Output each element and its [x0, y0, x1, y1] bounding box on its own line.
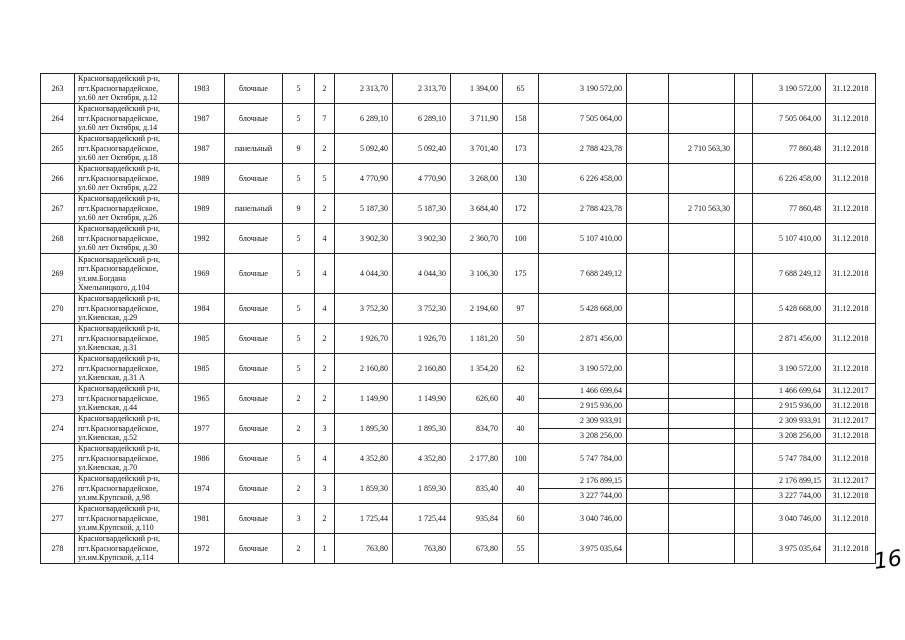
- wall-material-cell: блочные: [225, 164, 283, 194]
- entrances-cell: 2: [315, 504, 335, 534]
- floors-cell: 5: [283, 444, 315, 474]
- deadline-cell: 31.12.2018: [826, 194, 876, 224]
- row-number: 270: [41, 294, 75, 324]
- housing-repair-table: [40, 73, 876, 564]
- deadline-cell: 31.12.2018: [826, 444, 876, 474]
- deadline-cell: 31.12.2018: [826, 489, 876, 504]
- residents-cell: 62: [503, 354, 539, 384]
- funding-cell: [735, 164, 753, 194]
- residential-area-cell: 626,60: [451, 384, 503, 414]
- entrances-cell: 1: [315, 534, 335, 564]
- owner-funds-cell: 2 176 899,15: [753, 474, 826, 489]
- wall-material-cell: блочные: [225, 354, 283, 384]
- residents-cell: 60: [503, 504, 539, 534]
- funding-cell: [735, 104, 753, 134]
- residential-area-cell: 2 177,80: [451, 444, 503, 474]
- owner-funds-cell: 7 688 249,12: [753, 254, 826, 294]
- floors-cell: 2: [283, 474, 315, 504]
- table-row: [41, 74, 876, 104]
- wall-material-cell: блочные: [225, 224, 283, 254]
- cost-cell: 5 747 784,00: [539, 444, 627, 474]
- living-area-cell: 1 895,30: [393, 414, 451, 444]
- wall-material-cell: блочные: [225, 534, 283, 564]
- floors-cell: 9: [283, 134, 315, 164]
- wall-material-cell: блочные: [225, 254, 283, 294]
- entrances-cell: 7: [315, 104, 335, 134]
- funding-cell: [735, 324, 753, 354]
- table-row: [41, 534, 876, 564]
- year-cell: 1974: [179, 474, 225, 504]
- total-area-cell: 3 752,30: [335, 294, 393, 324]
- address-cell: Красногвардейский р-н, пгт.Красногвардейское, ул.60 лет Октября, д.26: [75, 194, 179, 224]
- entrances-cell: 5: [315, 164, 335, 194]
- living-area-cell: 5 092,40: [393, 134, 451, 164]
- year-cell: 1987: [179, 104, 225, 134]
- residents-cell: 100: [503, 224, 539, 254]
- cost-cell: 3 190 572,00: [539, 354, 627, 384]
- cost-cell: 2 309 933,91: [539, 414, 627, 429]
- residents-cell: 50: [503, 324, 539, 354]
- floors-cell: 5: [283, 294, 315, 324]
- floors-cell: 5: [283, 324, 315, 354]
- funding-cell: [627, 194, 669, 224]
- living-area-cell: 763,80: [393, 534, 451, 564]
- floors-cell: 5: [283, 254, 315, 294]
- deadline-cell: 31.12.2018: [826, 224, 876, 254]
- entrances-cell: 3: [315, 414, 335, 444]
- deadline-cell: 31.12.2018: [826, 429, 876, 444]
- funding-cell: [669, 254, 735, 294]
- living-area-cell: 5 187,30: [393, 194, 451, 224]
- funding-cell: [669, 474, 735, 489]
- wall-material-cell: блочные: [225, 104, 283, 134]
- funding-cell: [669, 534, 735, 564]
- row-number: 269: [41, 254, 75, 294]
- address-cell: Красногвардейский р-н, пгт.Красногвардейское, ул.им.Крупской, д.98: [75, 474, 179, 504]
- deadline-cell: 31.12.2018: [826, 324, 876, 354]
- funding-cell: [669, 399, 735, 414]
- row-number: 265: [41, 134, 75, 164]
- cost-cell: 2 176 899,15: [539, 474, 627, 489]
- funding-cell: [627, 489, 669, 504]
- residents-cell: 158: [503, 104, 539, 134]
- entrances-cell: 4: [315, 224, 335, 254]
- owner-funds-cell: 1 466 699,64: [753, 384, 826, 399]
- funding-cell: [735, 74, 753, 104]
- funding-cell: [627, 534, 669, 564]
- total-area-cell: 1 725,44: [335, 504, 393, 534]
- year-cell: 1984: [179, 294, 225, 324]
- owner-funds-cell: 77 860,48: [753, 134, 826, 164]
- wall-material-cell: блочные: [225, 444, 283, 474]
- wall-material-cell: блочные: [225, 414, 283, 444]
- floors-cell: 9: [283, 194, 315, 224]
- total-area-cell: 5 092,40: [335, 134, 393, 164]
- entrances-cell: 2: [315, 74, 335, 104]
- cost-cell: 3 227 744,00: [539, 489, 627, 504]
- floors-cell: 2: [283, 534, 315, 564]
- funding-cell: [669, 294, 735, 324]
- year-cell: 1985: [179, 354, 225, 384]
- page-number: 16: [872, 546, 904, 575]
- year-cell: 1989: [179, 164, 225, 194]
- year-cell: 1983: [179, 74, 225, 104]
- year-cell: 1992: [179, 224, 225, 254]
- address-cell: Красногвардейский р-н, пгт.Красногвардейское, ул.60 лет Октября, д.18: [75, 134, 179, 164]
- living-area-cell: 3 902,30: [393, 224, 451, 254]
- entrances-cell: 2: [315, 134, 335, 164]
- row-number: 273: [41, 384, 75, 414]
- row-number: 266: [41, 164, 75, 194]
- funding-cell: [627, 254, 669, 294]
- wall-material-cell: панельный: [225, 134, 283, 164]
- table-row: [41, 324, 876, 354]
- funding-cell: [735, 194, 753, 224]
- cost-cell: 2 915 936,00: [539, 399, 627, 414]
- table-row: [41, 134, 876, 164]
- deadline-cell: 31.12.2018: [826, 74, 876, 104]
- address-cell: Красногвардейский р-н, пгт.Красногвардейское, ул.60 лет Октября, д.14: [75, 104, 179, 134]
- owner-funds-cell: 3 190 572,00: [753, 354, 826, 384]
- owner-funds-cell: 3 227 744,00: [753, 489, 826, 504]
- residential-area-cell: 2 194,60: [451, 294, 503, 324]
- residential-area-cell: 3 106,30: [451, 254, 503, 294]
- floors-cell: 5: [283, 74, 315, 104]
- floors-cell: 5: [283, 104, 315, 134]
- owner-funds-cell: 7 505 064,00: [753, 104, 826, 134]
- living-area-cell: 3 752,30: [393, 294, 451, 324]
- wall-material-cell: блочные: [225, 504, 283, 534]
- wall-material-cell: блочные: [225, 474, 283, 504]
- funding-cell: [669, 429, 735, 444]
- wall-material-cell: блочные: [225, 74, 283, 104]
- living-area-cell: 1 725,44: [393, 504, 451, 534]
- residential-area-cell: 935,84: [451, 504, 503, 534]
- funding-cell: [669, 384, 735, 399]
- residents-cell: 175: [503, 254, 539, 294]
- wall-material-cell: блочные: [225, 324, 283, 354]
- cost-cell: 3 040 746,00: [539, 504, 627, 534]
- address-cell: Красногвардейский р-н, пгт.Красногвардейское, ул.им.Крупской, д.114: [75, 534, 179, 564]
- table-row: [41, 384, 876, 399]
- row-number: 274: [41, 414, 75, 444]
- living-area-cell: 1 926,70: [393, 324, 451, 354]
- living-area-cell: 6 289,10: [393, 104, 451, 134]
- funding-cell: [627, 104, 669, 134]
- row-number: 268: [41, 224, 75, 254]
- entrances-cell: 4: [315, 444, 335, 474]
- funding-cell: [735, 384, 753, 399]
- year-cell: 1989: [179, 194, 225, 224]
- row-number: 276: [41, 474, 75, 504]
- total-area-cell: 1 895,30: [335, 414, 393, 444]
- floors-cell: 5: [283, 224, 315, 254]
- table-body: [41, 74, 876, 564]
- funding-cell: [627, 399, 669, 414]
- funding-cell: [627, 134, 669, 164]
- residents-cell: 130: [503, 164, 539, 194]
- funding-cell: [735, 429, 753, 444]
- funding-cell: [735, 414, 753, 429]
- residential-area-cell: 1 354,20: [451, 354, 503, 384]
- cost-cell: 3 190 572,00: [539, 74, 627, 104]
- funding-cell: [735, 254, 753, 294]
- residents-cell: 40: [503, 474, 539, 504]
- year-cell: 1986: [179, 444, 225, 474]
- deadline-cell: 31.12.2018: [826, 504, 876, 534]
- funding-cell: [627, 504, 669, 534]
- funding-cell: [627, 474, 669, 489]
- funding-cell: [627, 164, 669, 194]
- residents-cell: 97: [503, 294, 539, 324]
- funding-cell: [627, 429, 669, 444]
- address-cell: Красногвардейский р-н, пгт.Красногвардейское, ул.60 лет Октября, д.30: [75, 224, 179, 254]
- cost-cell: 7 688 249,12: [539, 254, 627, 294]
- deadline-cell: 31.12.2018: [826, 134, 876, 164]
- living-area-cell: 4 770,90: [393, 164, 451, 194]
- entrances-cell: 2: [315, 194, 335, 224]
- cost-cell: 2 788 423,78: [539, 134, 627, 164]
- total-area-cell: 2 313,70: [335, 74, 393, 104]
- cost-cell: 7 505 064,00: [539, 104, 627, 134]
- row-number: 277: [41, 504, 75, 534]
- residential-area-cell: 3 711,90: [451, 104, 503, 134]
- residents-cell: 65: [503, 74, 539, 104]
- year-cell: 1965: [179, 384, 225, 414]
- total-area-cell: 1 149,90: [335, 384, 393, 414]
- wall-material-cell: блочные: [225, 384, 283, 414]
- row-number: 267: [41, 194, 75, 224]
- owner-funds-cell: 3 040 746,00: [753, 504, 826, 534]
- residents-cell: 55: [503, 534, 539, 564]
- funding-cell: [627, 414, 669, 429]
- deadline-cell: 31.12.2018: [826, 399, 876, 414]
- funding-cell: [735, 134, 753, 164]
- living-area-cell: 2 313,70: [393, 74, 451, 104]
- address-cell: Красногвардейский р-н, пгт.Красногвардейское, ул.Киевская, д.31 А: [75, 354, 179, 384]
- funding-cell: [669, 164, 735, 194]
- cost-cell: 2 788 423,78: [539, 194, 627, 224]
- address-cell: Красногвардейский р-н, пгт.Красногвардейское, ул.60 лет Октября, д.12: [75, 74, 179, 104]
- owner-funds-cell: 5 107 410,00: [753, 224, 826, 254]
- deadline-cell: 31.12.2018: [826, 254, 876, 294]
- funding-cell: [669, 504, 735, 534]
- residents-cell: 172: [503, 194, 539, 224]
- living-area-cell: 4 352,80: [393, 444, 451, 474]
- living-area-cell: 4 044,30: [393, 254, 451, 294]
- year-cell: 1972: [179, 534, 225, 564]
- address-cell: Красногвардейский р-н, пгт.Красногвардейское, ул.им.Богдана Хмельницкого, д.104: [75, 254, 179, 294]
- row-number: 275: [41, 444, 75, 474]
- funding-cell: [627, 354, 669, 384]
- address-cell: Красногвардейский р-н, пгт.Красногвардейское, ул.Киевская, д.52: [75, 414, 179, 444]
- owner-funds-cell: 2 915 936,00: [753, 399, 826, 414]
- entrances-cell: 2: [315, 324, 335, 354]
- residential-area-cell: 834,70: [451, 414, 503, 444]
- row-number: 272: [41, 354, 75, 384]
- cost-cell: 3 975 035,64: [539, 534, 627, 564]
- row-number: 264: [41, 104, 75, 134]
- funding-cell: [735, 444, 753, 474]
- residential-area-cell: 673,80: [451, 534, 503, 564]
- cost-cell: 1 466 699,64: [539, 384, 627, 399]
- residents-cell: 40: [503, 384, 539, 414]
- residents-cell: 173: [503, 134, 539, 164]
- funding-cell: [735, 294, 753, 324]
- row-number: 263: [41, 74, 75, 104]
- owner-funds-cell: 77 860,48: [753, 194, 826, 224]
- funding-cell: [627, 224, 669, 254]
- funding-cell: [669, 354, 735, 384]
- address-cell: Красногвардейский р-н, пгт.Красногвардейское, ул.60 лет Октября, д.22: [75, 164, 179, 194]
- deadline-cell: 31.12.2017: [826, 414, 876, 429]
- funding-cell: [735, 399, 753, 414]
- table-row: [41, 254, 876, 294]
- funding-cell: [735, 489, 753, 504]
- total-area-cell: 1 926,70: [335, 324, 393, 354]
- residential-area-cell: 3 701,40: [451, 134, 503, 164]
- funding-cell: 2 710 563,30: [669, 194, 735, 224]
- residential-area-cell: 1 181,20: [451, 324, 503, 354]
- owner-funds-cell: 3 208 256,00: [753, 429, 826, 444]
- funding-cell: [627, 74, 669, 104]
- total-area-cell: 763,80: [335, 534, 393, 564]
- owner-funds-cell: 3 975 035,64: [753, 534, 826, 564]
- deadline-cell: 31.12.2018: [826, 294, 876, 324]
- deadline-cell: 31.12.2018: [826, 534, 876, 564]
- residential-area-cell: 1 394,00: [451, 74, 503, 104]
- table-row: [41, 414, 876, 429]
- owner-funds-cell: 3 190 572,00: [753, 74, 826, 104]
- floors-cell: 3: [283, 504, 315, 534]
- total-area-cell: 2 160,80: [335, 354, 393, 384]
- owner-funds-cell: 2 871 456,00: [753, 324, 826, 354]
- owner-funds-cell: 5 428 668,00: [753, 294, 826, 324]
- table-row: [41, 504, 876, 534]
- residential-area-cell: 835,40: [451, 474, 503, 504]
- total-area-cell: 4 352,80: [335, 444, 393, 474]
- funding-cell: [627, 294, 669, 324]
- floors-cell: 5: [283, 354, 315, 384]
- deadline-cell: 31.12.2018: [826, 164, 876, 194]
- total-area-cell: 4 044,30: [335, 254, 393, 294]
- address-cell: Красногвардейский р-н, пгт.Красногвардейское, ул.Киевская, д.70: [75, 444, 179, 474]
- deadline-cell: 31.12.2018: [826, 354, 876, 384]
- table-row: [41, 224, 876, 254]
- living-area-cell: 1 149,90: [393, 384, 451, 414]
- owner-funds-cell: 2 309 933,91: [753, 414, 826, 429]
- address-cell: Красногвардейский р-н, пгт.Красногвардейское, ул.Киевская, д.31: [75, 324, 179, 354]
- entrances-cell: 2: [315, 354, 335, 384]
- total-area-cell: 4 770,90: [335, 164, 393, 194]
- owner-funds-cell: 5 747 784,00: [753, 444, 826, 474]
- row-number: 271: [41, 324, 75, 354]
- deadline-cell: 31.12.2017: [826, 474, 876, 489]
- owner-funds-cell: 6 226 458,00: [753, 164, 826, 194]
- address-cell: Красногвардейский р-н, пгт.Красногвардейское, ул.Киевская, д.29: [75, 294, 179, 324]
- cost-cell: 2 871 456,00: [539, 324, 627, 354]
- funding-cell: [627, 324, 669, 354]
- wall-material-cell: блочные: [225, 294, 283, 324]
- floors-cell: 2: [283, 384, 315, 414]
- deadline-cell: 31.12.2018: [826, 104, 876, 134]
- total-area-cell: 6 289,10: [335, 104, 393, 134]
- entrances-cell: 2: [315, 384, 335, 414]
- entrances-cell: 4: [315, 294, 335, 324]
- row-number: 278: [41, 534, 75, 564]
- funding-cell: [669, 74, 735, 104]
- table-row: [41, 474, 876, 489]
- funding-cell: 2 710 563,30: [669, 134, 735, 164]
- cost-cell: 3 208 256,00: [539, 429, 627, 444]
- deadline-cell: 31.12.2017: [826, 384, 876, 399]
- floors-cell: 5: [283, 164, 315, 194]
- table-row: [41, 194, 876, 224]
- table-row: [41, 164, 876, 194]
- cost-cell: 6 226 458,00: [539, 164, 627, 194]
- funding-cell: [669, 489, 735, 504]
- entrances-cell: 4: [315, 254, 335, 294]
- total-area-cell: 5 187,30: [335, 194, 393, 224]
- cost-cell: 5 107 410,00: [539, 224, 627, 254]
- table-row: [41, 354, 876, 384]
- funding-cell: [669, 414, 735, 429]
- residential-area-cell: 3 268,00: [451, 164, 503, 194]
- entrances-cell: 3: [315, 474, 335, 504]
- table-row: [41, 294, 876, 324]
- funding-cell: [669, 444, 735, 474]
- residents-cell: 100: [503, 444, 539, 474]
- funding-cell: [669, 104, 735, 134]
- address-cell: Красногвардейский р-н, пгт.Красногвардейское, ул.им.Крупской, д.110: [75, 504, 179, 534]
- funding-cell: [669, 324, 735, 354]
- year-cell: 1987: [179, 134, 225, 164]
- residential-area-cell: 3 684,40: [451, 194, 503, 224]
- table-row: [41, 444, 876, 474]
- total-area-cell: 3 902,30: [335, 224, 393, 254]
- living-area-cell: 2 160,80: [393, 354, 451, 384]
- funding-cell: [735, 224, 753, 254]
- year-cell: 1977: [179, 414, 225, 444]
- year-cell: 1981: [179, 504, 225, 534]
- wall-material-cell: панельный: [225, 194, 283, 224]
- residents-cell: 40: [503, 414, 539, 444]
- floors-cell: 2: [283, 414, 315, 444]
- total-area-cell: 1 859,30: [335, 474, 393, 504]
- living-area-cell: 1 859,30: [393, 474, 451, 504]
- address-cell: Красногвардейский р-н, пгт.Красногвардейское, ул.Киевская, д.44: [75, 384, 179, 414]
- funding-cell: [735, 354, 753, 384]
- funding-cell: [669, 224, 735, 254]
- table-row: [41, 104, 876, 134]
- year-cell: 1969: [179, 254, 225, 294]
- year-cell: 1985: [179, 324, 225, 354]
- funding-cell: [627, 384, 669, 399]
- register-sheet: [40, 73, 876, 564]
- residential-area-cell: 2 360,70: [451, 224, 503, 254]
- funding-cell: [735, 504, 753, 534]
- funding-cell: [735, 474, 753, 489]
- cost-cell: 5 428 668,00: [539, 294, 627, 324]
- funding-cell: [627, 444, 669, 474]
- funding-cell: [735, 534, 753, 564]
